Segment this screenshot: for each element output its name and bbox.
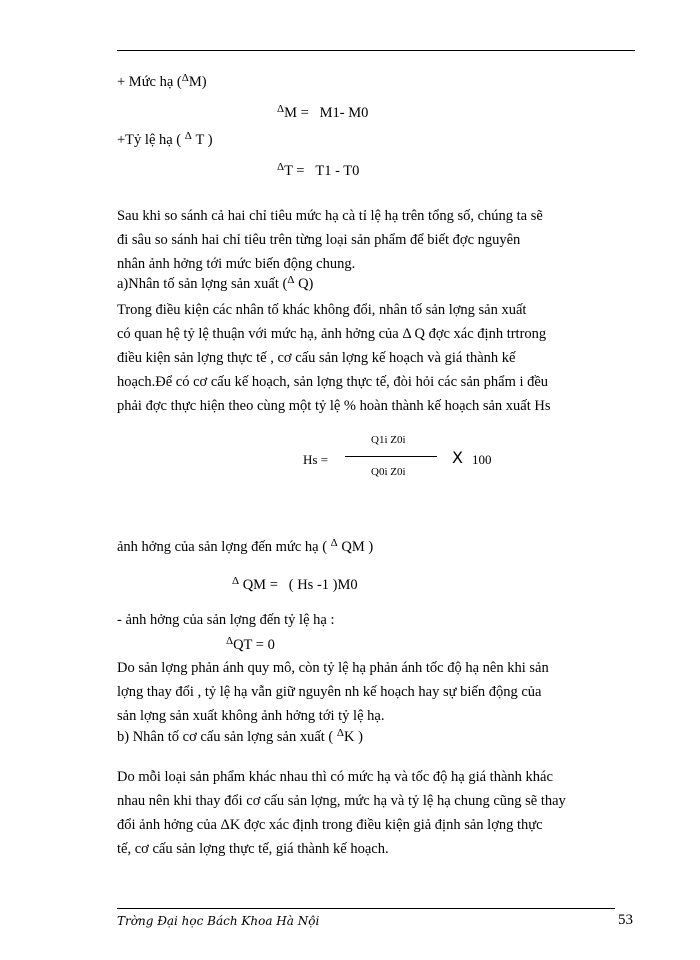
paragraph-line: nhân ảnh hởng tới mức biến động chung. (117, 256, 356, 272)
paragraph-line: lợng thay đổi , tỷ lệ hạ vẫn giữ nguyên nh kế hoạch hay sự biến động của (117, 684, 542, 700)
page-number: 53 (618, 912, 633, 928)
anh-huong-muc-ha: ảnh hởng của sản lợng đến mức hạ ( $^\Delta$ QM ) (117, 537, 374, 555)
paragraph-line: có quan hệ tỷ lệ thuận với mức hạ, ảnh hởng của Δ Q đợc xác định trtrong (117, 326, 547, 342)
footer-rule (117, 908, 615, 909)
anh-huong-ty-le-ha: - ảnh hởng của sản lợng đến tỷ lệ hạ : (117, 612, 335, 628)
paragraph-line: nhau nên khi thay đổi cơ cấu sản lợng, mức hạ và tỷ lệ hạ chung cũng sẽ thay (117, 793, 566, 809)
hs-fraction-bar (345, 456, 437, 457)
paragraph-line: Sau khi so sánh cả hai chỉ tiêu mức hạ cà tỉ lệ hạ trên tổng số, chúng ta sẽ (117, 208, 543, 224)
formula-delta-m: $^\Delta$M = M1- M0 (277, 103, 369, 121)
footer-university: Trờng Đại học Bách Khoa Hà Nội (117, 914, 320, 928)
paragraph-line: đi sâu so sánh hai chỉ tiêu trên từng loại sản phẩm để biết đợc nguyên (117, 232, 521, 248)
header-rule (117, 50, 635, 51)
hs-formula-denominator: Q0i Z0i (371, 466, 406, 478)
paragraph-line: điều kiện sản lợng thực tế , cơ cấu sản lợng kế hoạch và giá thành kế (117, 350, 516, 366)
paragraph-line: tế, cơ cấu sản lợng thực tế, giá thành kế hoạch. (117, 841, 389, 857)
formula-delta-t: $^\Delta$T = T1 - T0 (277, 161, 360, 179)
paragraph-co-cau (117, 765, 566, 861)
paragraph-line: đổi ảnh hởng của ΔK đợc xác định trong điều kiện giả định sản lợng thực (117, 817, 543, 833)
ty-le-ha-label: +Tỷ lệ hạ ( $^\Delta$ T ) (117, 130, 213, 148)
paragraph-line: Do mỗi loại sản phẩm khác nhau thì có mức hạ và tốc độ hạ giá thành khác (117, 769, 553, 785)
paragraph-san-luong (117, 298, 551, 418)
paragraph-line: Do sản lợng phản ánh quy mô, còn tỷ lệ hạ phản ánh tốc độ hạ nên khi sản (117, 660, 549, 676)
heading-a: a)Nhân tố sản lợng sản xuất ($^\Delta$ Q) (117, 274, 314, 292)
formula-delta-qt: $^\Delta$QT = 0 (226, 635, 275, 653)
paragraph-line: hoạch.Để có cơ cấu kế hoạch, sản lợng thực tế, đòi hỏi các sản phẩm i đều (117, 374, 549, 390)
hs-formula-lhs: Hs = (303, 452, 329, 467)
paragraph-intro (117, 204, 543, 276)
paragraph-line: Trong điều kiện các nhân tố khác không đổi, nhân tố sản lợng sản xuất (117, 302, 527, 318)
muc-ha-label: + Mức hạ ($^\Delta$M) (117, 72, 207, 90)
paragraph-line: sản lợng sản xuất không ảnh hởng tới tỷ lệ hạ. (117, 708, 385, 724)
heading-b: b) Nhân tố cơ cấu sản lợng sản xuất ( $^\Delta$K ) (117, 727, 363, 745)
paragraph-line: phải đợc thực hiện theo cùng một tỷ lệ % hoàn thành kế hoạch sản xuất Hs (117, 398, 551, 414)
hs-formula-times: X (452, 448, 463, 467)
hs-formula-hundred: 100 (472, 452, 492, 467)
hs-formula-numerator: Q1i Z0i (371, 434, 406, 446)
paragraph-ty-le-ha (117, 656, 549, 728)
formula-delta-qm: $^\Delta$ QM = ( Hs -1 )M0 (232, 575, 358, 593)
